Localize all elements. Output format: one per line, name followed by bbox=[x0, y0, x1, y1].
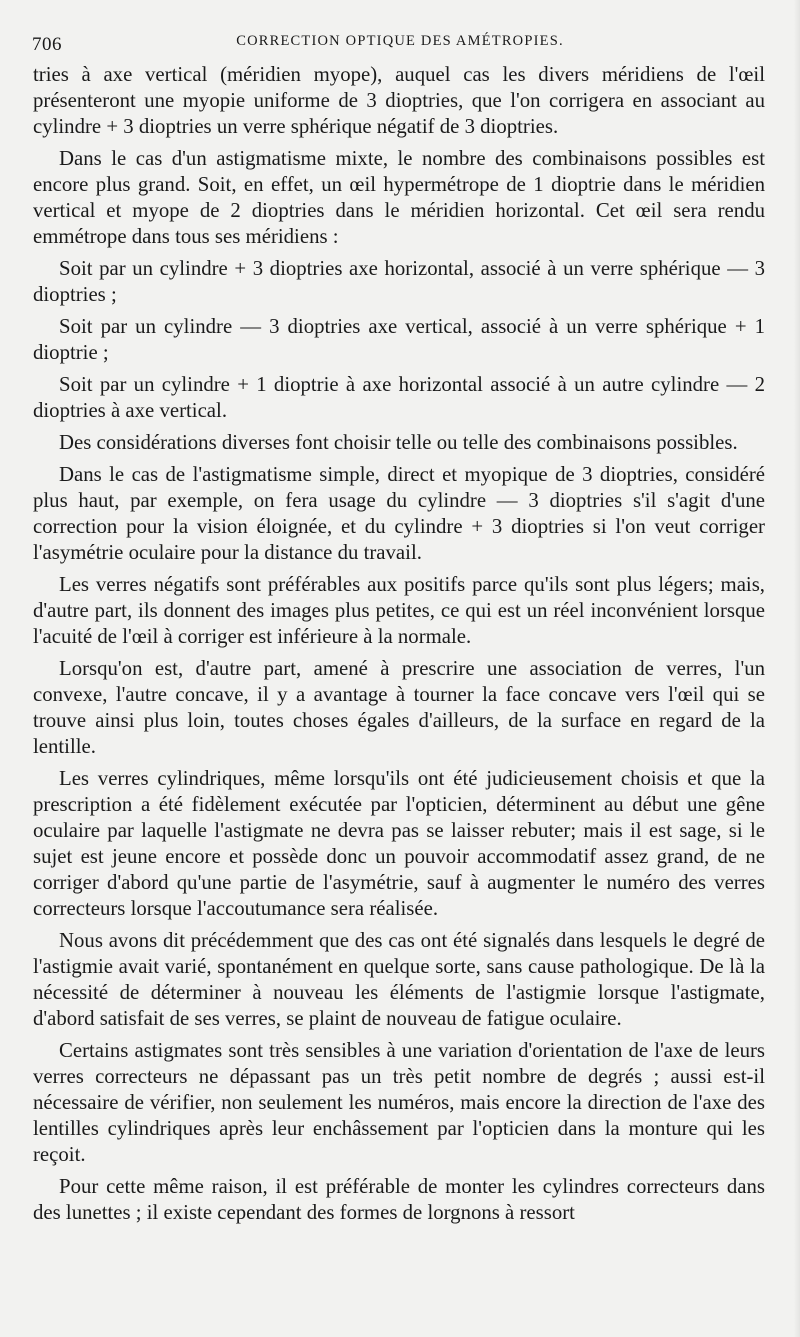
paragraph-option-2: Soit par un cylindre — 3 dioptries axe vertical, associé à un verre sphérique + 1 dioptrie ; bbox=[33, 315, 765, 364]
paragraph-mounting: Pour cette même raison, il est préférable de monter les cylindres correcteurs dans des lunettes ; il existe cependant des formes de lorgnons à ressort bbox=[33, 1175, 765, 1224]
paragraph-option-1: Soit par un cylindre + 3 dioptries axe horizontal, associé à un verre sphérique — 3 dioptries ; bbox=[33, 257, 765, 306]
paragraph-cylindrical-lenses: Les verres cylindriques, même lorsqu'ils ont été judicieusement choisis et que la prescription a été fidèlement exécutée par l'opticien, déterminent au début une gêne oculaire par laquelle l'astigmate ne devra pas se laisser rebuter; mais il est sage, si le sujet est jeune encore et possède donc un pouvoir accommodatif assez grand, de ne corriger d'abord qu'une partie de l'asymétrie, sauf à augmenter le numéro des verres correcteurs lorsque l'accoutumance sera réalisée. bbox=[33, 767, 765, 920]
paragraph-negative-lenses: Les verres négatifs sont préférables aux positifs parce qu'ils sont plus légers; mais, d'autre part, ils donnent des images plus petites, ce qui est un réel inconvénient lorsque l'acuité de l'œil à corriger est inférieure à la normale. bbox=[33, 573, 765, 648]
page-edge-shadow bbox=[794, 0, 800, 1337]
running-head bbox=[32, 30, 768, 58]
paragraph-astigmia-variation: Nous avons dit précédemment que des cas ont été signalés dans lesquels le degré de l'astigmie avait varié, spontanément en quelque sorte, sans cause pathologique. De là la nécessité de déterminer à nouveau les éléments de l'astigmie lorsque l'astigmate, d'abord satisfait de ses verres, se plaint de nouveau de fatigue oculaire. bbox=[33, 929, 765, 1030]
paragraph-mixed-astigmatism: Dans le cas d'un astigmatisme mixte, le nombre des combinaisons possibles est encore plus grand. Soit, en effet, un œil hypermétrope de 1 dioptrie dans le méridien vertical et myope de 2 dioptries dans le méridien horizontal. Cet œil sera rendu emmétrope dans tous ses méridiens : bbox=[33, 147, 765, 248]
body-text bbox=[33, 62, 765, 1232]
paragraph-simple-astigmatism: Dans le cas de l'astigmatisme simple, direct et myopique de 3 dioptries, considéré plus haut, par exemple, on fera usage du cylindre — 3 dioptries s'il s'agit d'une correction pour la vision éloignée, et du cylindre + 3 dioptries si l'on veut corriger l'asymétrie oculaire pour la distance du travail. bbox=[33, 463, 765, 564]
paragraph-lens-association: Lorsqu'on est, d'autre part, amené à prescrire une association de verres, l'un convexe, l'autre concave, il y a avantage à tourner la face concave vers l'œil qui se trouve ainsi plus loin, toutes choses égales d'ailleurs, de la surface en regard de la lentille. bbox=[33, 657, 765, 758]
page-number: 706 bbox=[32, 34, 62, 55]
paragraph-option-3: Soit par un cylindre + 1 dioptrie à axe horizontal associé à un autre cylindre — 2 dioptries à axe vertical. bbox=[33, 373, 765, 422]
running-title: CORRECTION OPTIQUE DES AMÉTROPIES. bbox=[236, 33, 564, 49]
paragraph-continuation: tries à axe vertical (méridien myope), auquel cas les divers méridiens de l'œil présenteront une myopie uniforme de 3 dioptries, que l'on corrigera en associant au cylindre + 3 dioptries un verre sphérique négatif de 3 dioptries. bbox=[33, 63, 765, 138]
paragraph-axis-orientation: Certains astigmates sont très sensibles à une variation d'orientation de l'axe de leurs verres correcteurs ne dépassant pas un très petit nombre de degrés ; aussi est-il nécessaire de vérifier, non seulement les numéros, mais encore la direction de l'axe des lentilles cylindriques après leur enchâssement par l'opticien dans la monture qui les reçoit. bbox=[33, 1039, 765, 1166]
paragraph-considerations: Des considérations diverses font choisir telle ou telle des combinaisons possibles. bbox=[59, 431, 738, 454]
